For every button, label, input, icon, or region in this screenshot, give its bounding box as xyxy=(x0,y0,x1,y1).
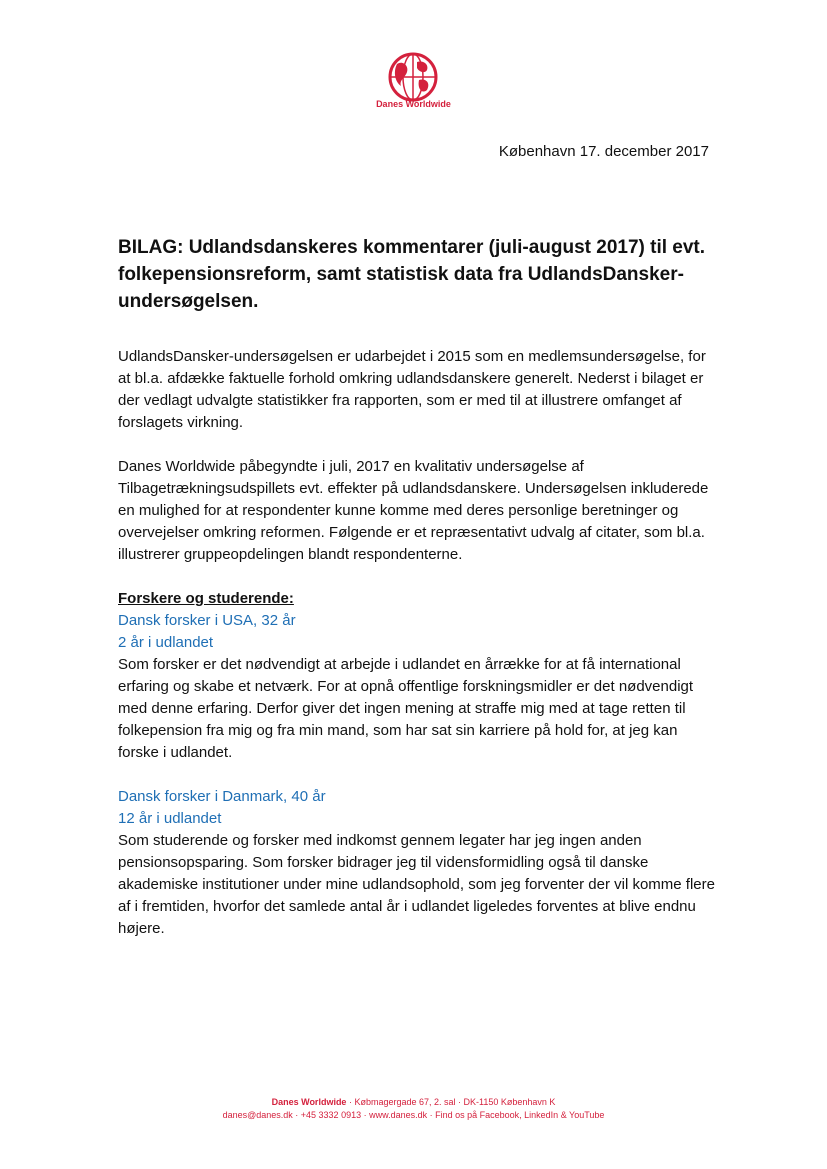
footer-address: · Købmagergade 67, 2. sal · DK-1150 København K xyxy=(346,1097,556,1107)
footer-org: Danes Worldwide xyxy=(271,1097,347,1107)
quote-2-respondent: Dansk forsker i Danmark, 40 år xyxy=(118,788,326,805)
quote-2-years-abroad: 12 år i udlandet xyxy=(118,810,222,827)
section-heading: Forskere og studerende: xyxy=(118,590,294,607)
intro-paragraph-1: UdlandsDansker-undersøgelsen er udarbejdet i 2015 som en medlemsundersøgelse, for at bl.a. afdække faktuelle forhold omkring udlandsdanskere generelt. Nederst i bilaget er der vedlagt udvalgte statistikker fra rapporten, som er med til at illustrere omfanget af forslagets virkning. xyxy=(118,348,706,431)
intro-paragraph-2: Danes Worldwide påbegyndte i juli, 2017 en kvalitativ undersøgelse af Tilbagetrækningsudspillets evt. effekter på udlandsdanskere. Undersøgelsen inkluderede en mulighed for at respondenter kunne komme med deres personlige beretninger og overvejelser omkring reformen. Følgende er et repræsentativt udvalg af citater, som bl.a. illustrerer gruppeopdelingen blandt respondenterne. xyxy=(118,458,709,563)
logo-text: Danes Worldwide xyxy=(376,99,451,109)
quote-1-respondent: Dansk forsker i USA, 32 år xyxy=(118,612,296,629)
quote-1-text: Som forsker er det nødvendigt at arbejde i udlandet en årrække for at få international erfaring og skabe et netværk. For at opnå offentlige forskningsmidler er det nødvendigt med denne erfaring. Derfor giver det ingen mening at straffe mig med at tage retten til folkepension fra mig og fra min mand, som har sat sin karriere på hold for, at jeg kan forske i udlandet. xyxy=(118,656,694,761)
quote-1-years-abroad: 2 år i udlandet xyxy=(118,634,214,651)
document-title: BILAG: Udlandsdanskeres kommentarer (juli-august 2017) til evt. folkepensionsreform, samt statistisk data fra UdlandsDansker-undersøgelsen. xyxy=(118,237,706,312)
footer-line-1 xyxy=(0,1096,827,1109)
document-body xyxy=(118,346,718,940)
quote-2-text: Som studerende og forsker med indkomst gennem legater har jeg ingen anden pensionsopsparing. Som forsker bidrager jeg til vidensformidling også til danske akademiske institutioner under mine udlandsophold, som jeg forventer der vil komme flere af i fremtiden, hvorfor det samlede antal år i udlandet ligeledes forventes at blive endnu højere. xyxy=(118,832,715,937)
letter-date: København 17. december 2017 xyxy=(498,143,709,160)
footer-contact: danes@danes.dk · +45 3332 0913 · www.danes.dk · Find os på Facebook, LinkedIn & YouTube xyxy=(222,1110,605,1120)
page-footer xyxy=(0,1096,827,1122)
